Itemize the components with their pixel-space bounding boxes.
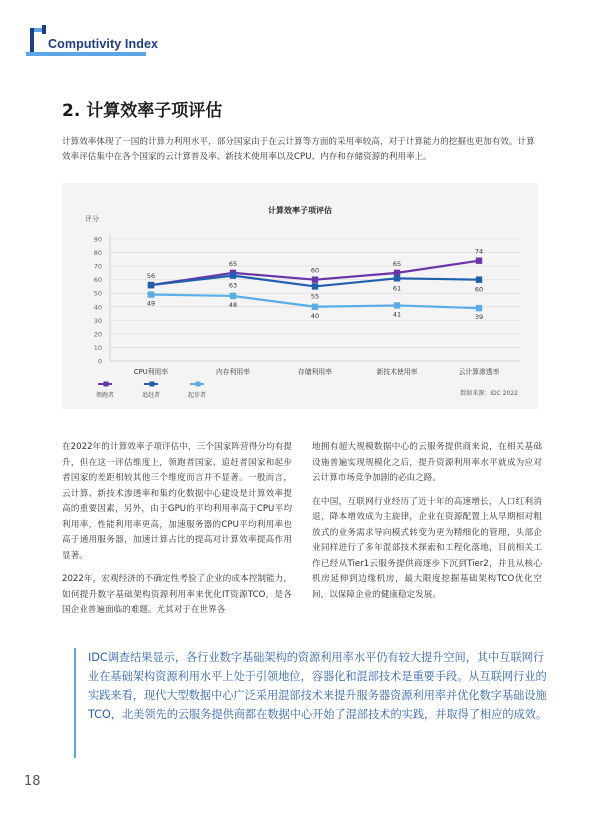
x-tick-label: 存储利用率 bbox=[298, 368, 332, 376]
legend-swatch-marker bbox=[104, 382, 109, 387]
chart-title: 计算效率子项评估 bbox=[268, 206, 332, 215]
x-tick-label: 内存利用率 bbox=[216, 368, 250, 376]
data-point bbox=[476, 305, 482, 311]
data-label: 49 bbox=[146, 299, 156, 308]
body-paragraph: 在2022年的计算效率子项评估中，三个国家阵营得分均有提升，但在这一评估维度上，领跑者国家、追赶者国家和起步者国家的差距相较其他三个维度而言并不显著。一般而言，云计算、新技术渗透率和集约化数据中心建设是计算效率提高的重要因素，另外，由于GPU的平均利用率高于CPU平均利用率，性能利用率更高，加速服务器的CPU平均利用率也高于通用服务器，加速计算占比的提高对计算效率提高作用显著。 bbox=[62, 442, 292, 561]
data-label: 39 bbox=[474, 313, 484, 322]
data-point bbox=[312, 304, 318, 310]
data-point bbox=[312, 276, 318, 282]
body-left-column bbox=[62, 440, 292, 627]
chart-container bbox=[62, 183, 538, 409]
legend-swatch-marker bbox=[196, 382, 201, 387]
data-point bbox=[312, 283, 318, 289]
data-label: 55 bbox=[310, 292, 320, 301]
data-label: 61 bbox=[392, 284, 402, 293]
body-paragraph: 在中国，互联网行业经历了近十年的高速增长，人口红利消退，降本增效成为主旋律，企业在资源配置上从早期相对粗放式的业务需求导向模式转变为更为精细化的管理，头部企业同样进行了多年混部技术探索和工程化落地，目前相关工作已经从Tier1云服务提供商逐步下沉到Tier2，并且从核心机房延伸到边缘机房，最大限度挖掘基础架构TCO优化空间，以保障企业的健康稳定发展。 bbox=[312, 496, 542, 600]
legend-label: 追赶者 bbox=[141, 392, 161, 399]
y-tick-label: 40 bbox=[93, 303, 102, 312]
chart-source: 数据来源：IDC 2022 bbox=[460, 390, 518, 397]
body-right-column bbox=[312, 440, 542, 611]
y-tick-label: 0 bbox=[97, 357, 102, 366]
data-label: 63 bbox=[228, 281, 238, 290]
data-point bbox=[148, 291, 154, 297]
x-tick-label: 新技术使用率 bbox=[376, 368, 418, 376]
y-tick-label: 10 bbox=[93, 343, 102, 352]
data-point bbox=[476, 276, 482, 282]
y-tick-label: 90 bbox=[93, 235, 102, 244]
legend-label: 领跑者 bbox=[95, 392, 115, 399]
data-label: 56 bbox=[146, 272, 156, 281]
data-point bbox=[476, 257, 482, 263]
data-point bbox=[394, 302, 400, 308]
y-tick-label: 30 bbox=[93, 316, 102, 325]
data-label: 65 bbox=[392, 259, 402, 268]
logo-text: Computivity Index bbox=[48, 37, 159, 51]
y-tick-label: 50 bbox=[93, 289, 102, 298]
data-point bbox=[394, 275, 400, 281]
x-tick-label: 云计算渗透率 bbox=[458, 368, 500, 376]
data-label: 48 bbox=[228, 300, 238, 309]
y-tick-label: 80 bbox=[93, 249, 102, 258]
y-tick-label: 60 bbox=[93, 276, 102, 285]
data-point bbox=[230, 272, 236, 278]
intro-paragraph: 计算效率体现了一国的计算力利用水平，部分国家由于在云计算等方面的采用率较高，对于计算能力的挖掘也更加有效。计算效率评估集中在各个国家的云计算普及率、新技术使用率以及CPU、内存和存储资源的利用率上。 bbox=[62, 137, 535, 162]
legend-label: 起步者 bbox=[187, 392, 207, 399]
data-point bbox=[230, 293, 236, 299]
section-title: 2. 计算效率子项评估 bbox=[62, 101, 223, 121]
data-label: 41 bbox=[392, 310, 402, 319]
legend-swatch-marker bbox=[150, 382, 155, 387]
data-point bbox=[148, 282, 154, 288]
line-chart bbox=[62, 183, 538, 409]
data-label: 74 bbox=[474, 247, 484, 256]
data-label: 60 bbox=[474, 285, 484, 294]
callout-quote: IDC调查结果显示，各行业数字基础架构的资源利用率水平仍有较大提升空间，其中互联网行业在基础架构资源利用水平上处于引领地位，容器化和混部技术是重要手段。从互联网行业的实践来看，现代大型数据中心广泛采用混部技术来提升服务器资源利用率并优化数字基础设施TCO，北美领先的云服务提供商都在数据中心开始了混部技术的实践，并取得了相应的成效。 bbox=[88, 651, 548, 721]
data-label: 65 bbox=[228, 259, 238, 268]
data-label: 40 bbox=[310, 311, 320, 320]
y-axis-label: 评分 bbox=[85, 215, 99, 223]
body-paragraph: 地拥有超大规模数据中心的云服务提供商来说，在相关基础设施普遍实现规模化之后，提升资源利用率水平就成为应对云计算市场竞争加剧的必由之路。 bbox=[312, 442, 542, 483]
page-number: 18 bbox=[24, 774, 41, 789]
data-label: 60 bbox=[310, 266, 320, 275]
y-tick-label: 70 bbox=[93, 262, 102, 271]
x-tick-label: CPU利用率 bbox=[133, 368, 169, 376]
callout-accent-bar bbox=[74, 648, 76, 758]
body-paragraph: 2022年，宏观经济的不确定性考验了企业的成本控制能力，如何提升数字基础架构资源利用率来优化IT资源TCO，是各国企业普遍面临的难题。尤其对于在世界各 bbox=[62, 574, 292, 615]
y-tick-label: 20 bbox=[93, 330, 102, 339]
